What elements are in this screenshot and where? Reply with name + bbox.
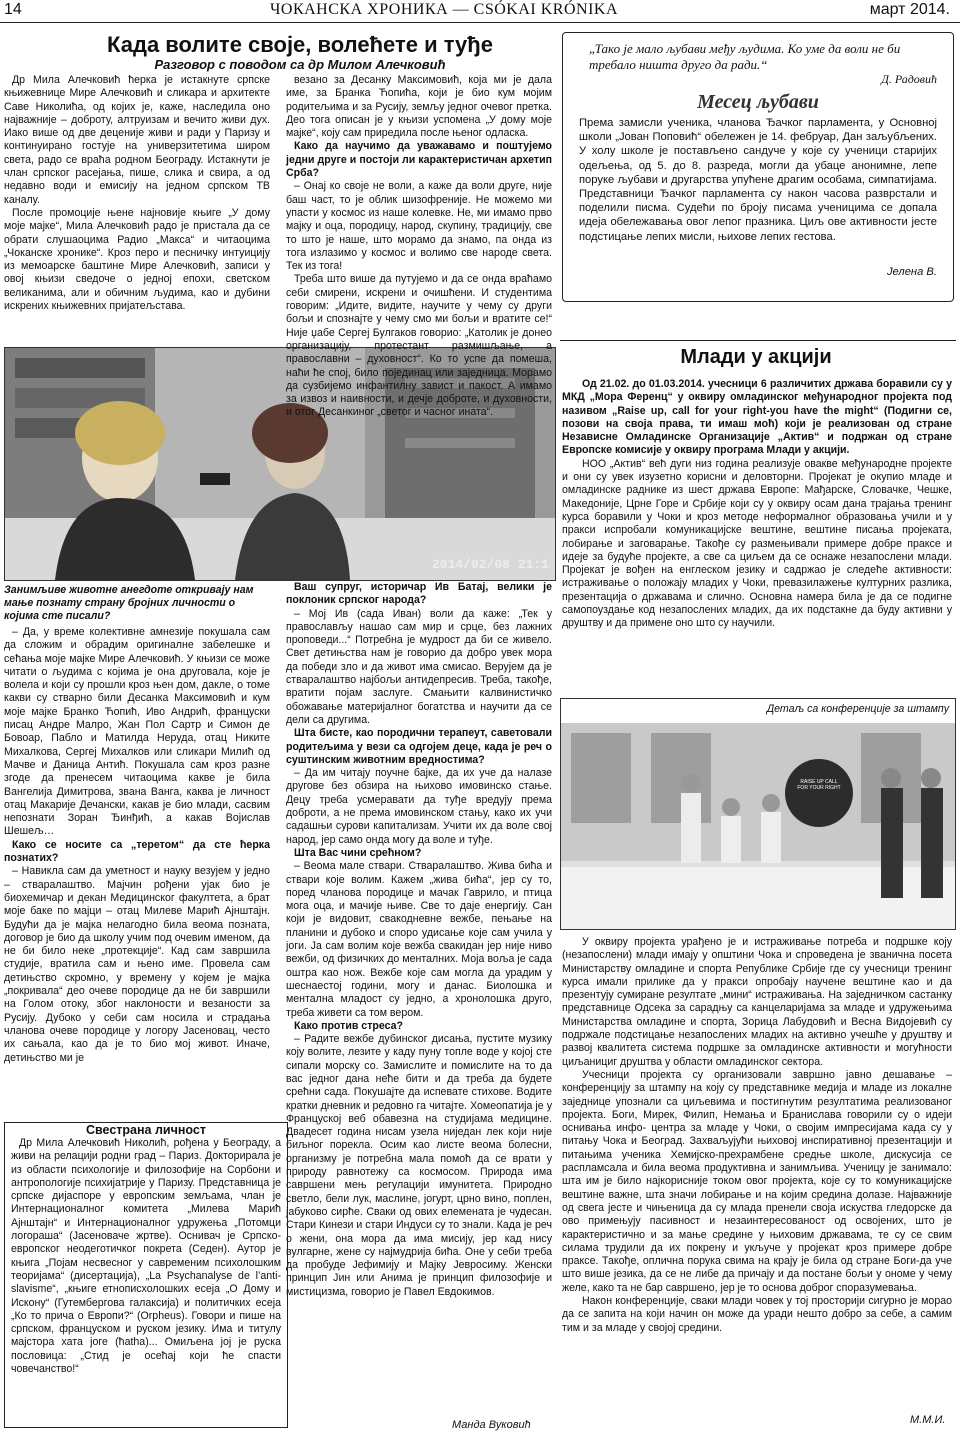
youth-paragraph: У оквиру пројекта урађено је и истраживање потреба и подршке коју (незапослени) млади имају у општини Чока и спроведена је званична посета Министарству омладине и спорта Републике Србије где су учесници тренинг курса имали прилике да у пракси опробају научене вештине као и да презентују сумиране резултате „мини“ истраживања. На заједничком састанку представнице Одсека за сарадњу са канцеларијама за младе и удружењима Министарства омладине и спорта, Зорица Лабудовић и Весна Видојевић су подржале подстицање незапослених младих на активно учешће у друштву и развој квалитета система подршке за омладинске активности и могућности циљанициг друштва у области омладинског сектора.	[562, 936, 952, 1068]
conference-illustration	[561, 723, 955, 929]
article-column-2-bottom	[286, 581, 552, 1416]
youth-article-title: Млади у акцији	[680, 346, 832, 368]
answer-paragraph: – Да, у време колективне амнезије покушала сам да сложим и обрадим оригиналне забелешке и сећања моје мајке Мире Алечковић. У књизи се може читати о људима с којима је она друговала, које је волела и који су прошли кроз њен дом, дакле, о томе какви су стварно били Десанка Максимовић и кум моје мајке Бранко Ћопић, Иво Андрић, француски писац Андре Малро, Жан Пол Сартр и Симон де Бовоар, Пабло и Матилда Неруда, отац Никите Михалкова, Сергеј Михалков или сликари Милић од Мачве и Даница Антић. Покушала сам кроз разне згоде да пренесем читаоцима какве је била Вангелија Димитрова, звана Ванга, каква је личност отац Макарије Дечански, какав је био млади, сасвим непознати Зоран Ђинђић, а какав Војислав Шешељ…	[4, 626, 270, 838]
question-paragraph: Шта Вас чини срећном?	[294, 846, 422, 859]
article-title: Када волите своје, волећете и туђе	[107, 32, 493, 57]
press-conference-photo	[560, 698, 956, 930]
question-paragraph: Како против стреса?	[294, 1019, 403, 1032]
youth-paragraph: НОО „Актив“ већ дуги низ година реализује овакве међународне пројекте и они су увек изузетно корисни и деловторни. Пројекат је окупио младе и омладинске раднике из шест држава Европе: Мађарске, Словачке, Чешке, Македоније, Црне Горе и Србије који су у оквиру осам дана трајања тренинг курса боравили у Чоки и кроз методе неформалног образовања учили и у пракси испробали комуникацијске вештине, вештине писања пројеката, лобирање и заговарање. Такође су размењивали примере добре праксе и идеје за будуће пројекте, а све са циљем да се оснаже незапослени млади. Пројекат је вођен на енглеском језику и садржао је следеће активности: истраживање о положају младих у Чоки, превазилажење културних разлика, презентација о државама и слично. Основна намера била је да се подигне самопоуздање код незапослених младих, да их подстакне да буду активни у друштву и да примене оно што су научили.	[562, 457, 952, 630]
article-subtitle: Разговор с поводом са др Милом Алечковић	[154, 57, 446, 72]
intro-paragraph: Др Мила Алечковић ћерка је истакнуте српске књижевнице Мире Алечковић и сликара и архитекте Саве Николића, од којих је, каже, наследила оно најважније – доброту, алтруизам и вечито живи дух. Иако више од две деценије живи и ради у Паризу и континуирано гостује на универзитетима широм света, радо се враћа родном Београду. Истакнути је члан српског расејања, пише, слика и свира, а од недавно води и емисију на једном српском ТВ каналу.	[4, 74, 270, 206]
intro-paragraph: После промоције њене најновије књиге „У дому моје мајке“, Мила Алечковић радо је пристала да се обрати слушаоцима Радио „Макса“ и читаоцима „Чоканске хронике“. Кроз перо и песничку интуицију из мемоарске баштине Мире Алечковић, записи у овој књизи сведоче о једној епохи, светском великанима, али и обичним људима, као и дубини искрених књижевних пријатељстава.	[4, 206, 270, 313]
issue-date: март 2014.	[869, 1, 950, 18]
question-paragraph: Ваш супруг, историчар Ив Батај, велики је поклоник српског народа?	[286, 581, 552, 607]
question-paragraph: Како се носите са „теретом“ да сте ћерка познатих?	[4, 838, 270, 865]
youth-paragraph: Учесници пројекта су организовали завршно јавно дешавање – конференцију за штампу на коју су представнике медија и младе из локалне заједнице упознали са циљевима и постигнутим резултатима реализованог пројекта. Боги, Мирек, Филип, Немања и Бранислава говорили су о идеји оснивања инфо- центра за младе у Чоки, о својим импресијама када су у питању Чока и Београд. Захваљујући њиховој инспиративној презентацији и питањима ученика Хемијско-прехрамбене средње школе, дискусија се распламсала и била веома продуктивна и занимљива. Ученицу је занимало: шта им је било најкорисније током овог пројекта, које су то комуникацијске вештине важне, шта значи лобирање и на којим средина долазе. Најважније од свега јесте и чињеница да су млада пренели своја искуства гледорске да ово примењују пасивност и незаинтересованост од освојених, штo је карактеристично и за мање средине у њиховим државама, те су се свим силама трудили да их покрену и укључе у пројекат кроз примере добре праксе. Такође, оплична порука свима на крају је била од стране Боги-да уче што више језика, да се не либе да причају и да постане бољи у ономе у чему желе, како та не бар савршено, јер је то основа доброг споразумевања.	[562, 1068, 952, 1294]
sidebox-body	[5, 1137, 287, 1422]
article-column-2-top	[286, 74, 552, 419]
article-author: Манда Вуковић	[452, 1419, 531, 1431]
answer-paragraph: – Веома мале ствари. Стваралаштво. Жива бића и ствари које волим. Кажем „жива бића“, јер су то, поред чланова породице и мачак Гаврило, и птица мога оца, и мачије њиве. Све то даје енергију. Сан који је видовит, свакодневне вежбе, пењање на планини и дубоко и споро удисање које сам учила у јоги. Ја сам волим које вежба свакидан јер није ниво вежби, од физичких до менталних. Моја воља је сада оштра као нож. Вежбе које сам могла да урадим у шеснаестој години, могу и данас. Биолошка и ментална младост су једно, а хронолошка друго, треба живети са том вером.	[286, 860, 552, 1019]
youth-lead: Од 21.02. до 01.03.2014. учесници 6 различитих држава боравили су у МКД „Мора Ференц“ у оквиру омладинског међународног пројекта под називом „Raise up, call for your right-you have the might“ (Подигни се, позови на своја права, ти имаш моћ) који је реализован од стране Независне Омладинске Организације „Актив“ и подржан од стране Европске комисије у оквиру програма Млади у акцији.	[562, 378, 952, 457]
answer-paragraph: – Навикла сам да уметност и науку везујем у једно – стваралаштво. Мајчин рођени ујак био је биохемичар и декан Медицинског факултета, а брат моје баке по мајци – отац Милеве Марић Ајнштајн. Будући да је мајка нелагодно била веома позната, договор је био да школу учим под очевим именом, да не би било неке „протекције“. Кад сам завршила студије, вратила сам и њено име. Провела сам детињство скромно, у времену у којем је мајка „покривала“ део очеве породице да не би завршили на Голом отоку, због наклоности и везаности за Русију. Дубоко у себи сам носила и страдања чланова очеве породице у логору Јасеновац, често их сањала, као да је то био мој живот. Иначе, детињство ми је	[4, 865, 270, 1064]
youth-signature: М.М.И.	[910, 1414, 946, 1426]
youth-paragraph: Након конференције, сваки млади човек у тој просторији сигурно је морао да се запита на који начин он може да уради нешто добро за себе, а самим тим и за младе у својој средини.	[562, 1295, 952, 1334]
youth-article-bottom	[562, 936, 952, 1410]
question-paragraph: Како да научимо да уважавамо и поштујемо једни друге и постоји ли карактеристичан архетип Срба?	[286, 140, 552, 180]
sidebox-title: Свестрана личност	[86, 1123, 206, 1137]
page-number: 14	[4, 1, 22, 18]
month-of-love-box	[562, 32, 954, 302]
month-of-love-title: Месец љубави	[697, 91, 819, 113]
photo-caption: Занимљиве животне анегдоте откривају нам мање познату страну бројних личности о којима сте писали?	[4, 584, 254, 622]
article-column-1	[4, 626, 270, 1120]
quote-author: Д. Радовић	[881, 72, 937, 86]
answer-paragraph: – Радите вежбе дубинског дисања, пустите музику коју волите, лезите у каду пуну топле воде у којој сте сипали морску со. Замислите и помислите на то да вас једног дана неће бити и да треба да будете срећни сада. Покушајте да испевате стихове. Водите кратки дневник и редовно га читајте. Хомеопатија је у Француској веб обавезна на студијама медицине. Двадесет година нисам узела ниједан лек који није биљног порекла. Осим као листе веома болесни, организму је потребна мала помоћ да се врати у природу равнотежу са космосом. Природа има савршени мењ регулацији имунитета. Природно светло, бели лук, маслине, јогурт, црно вино, поплен, јабуково сирће. Сваки од ових елемената је чудесан. Стари Кинези и стари Индуси су то знали. Када је реч о жени, она мора да има мисију, јер кад нису вулгарне, жене су најмудрија бића. Оне у себи треба да пробуде Јефимију и Мајку Јевросиму. Женски принцип Јин или Анима је принцип филозофије и мистицизма, говорио је Павел Евдокимов.	[286, 1033, 552, 1298]
answer-paragraph: – Мој Ив (сада Иван) воли да каже: „Тек у православљу нашао сам мир и срце, без лажних проповеди...“ Потребна је мудрост да би се живело. Свет детињства нам је говорио да добро увек мора да победи зло и да живот има смисао. Верујем да је стваралаштво најбољи антидепресив. Треба, такође, вратити појам заслуге. Смањити калвинистичко обожавање материјалног богатства и научити да се дели са другима.	[286, 607, 552, 726]
photo-caption: Детаљ са конференције за штампу	[766, 703, 949, 715]
sidebox-text: Др Мила Алечковић Николић, рођена у Београду, а живи на релацији родни град – Париз. Докторирала је из области психологије и филозофије на Сорбони и антропологије психијатрије у Паризу. Представница је српске дијаспоре у европским земљама, члан је Интернационалног комитета „Милева Марић Ајнштајн“ и Интернационалног удружења „Потомци логораша“ (Јасеноваче жртве). Оснивач је Српско-европског неодеготичког покрета (Седен). Аутор је књига „Појам несвесног у савременим психолошким теоријама“ (дисертација), „La Psychanalyse de l’anti-slavisme“, „књиге етнописхолошких есеја „О Дому и Искону“ (Гутембергова галаксија) и политичких есеја „Ко то прича о Европи?“ (Orpheus). Говори и пише на српском, француском и руском језику. Има и титулу мајстора хата јоге (ћatha)... Омиљена јој је руска пословица: „Стид је осећај који ће спасти човечанство!“	[11, 1137, 281, 1376]
answer-paragraph: – Да им читају поучне бајке, да их уче да налазе другове без обзира на њихово имовинско стање. Децу треба усмеравати да туђе вредују према доброти, а не према имовинском стању, како их учи садашњи сурови капитализам. Учити их да воле свој народ, јер само онда могу да воле и туђе.	[286, 767, 552, 846]
page-header	[0, 0, 960, 23]
biography-sidebox	[4, 1122, 288, 1428]
question-paragraph: Шта бисте, као породични терапеут, саветовали родитељима у вези са одгојем деце, када је реч о суштинским животним вредностима?	[286, 727, 552, 766]
photo-timestamp: 2014/02/08 21:1	[431, 557, 549, 572]
month-of-love-signature: Јелена В.	[886, 266, 937, 278]
masthead: ЧОКАНСКА ХРОНИКА — CSÓKAI KRÓNIKA	[270, 1, 619, 18]
article-intro	[4, 74, 270, 344]
youth-article-top	[562, 378, 952, 678]
month-of-love-text: Према замисли ученика, чланова Ђачког парламента, у Основној школи „Јован Поповић“ обележен је 14. фебруар, Дан заљубљених. У холу школе је постављено сандуче у које су ученици старијих одељења, од 5. до 8. разреда, могли да убаце анонимне, лепе поруке љубави и другарства упућене драгим особама, симпатијама. Представници Ђачког парламента су након часова разврстали и поделили писма. Судећи по броју писама ученицима се допала идеја обележавања овог лепог празника. Циљ ове активности јесте подстицање лепих мисли, њихове лепих гестова.	[579, 117, 937, 243]
question-caption-box	[4, 584, 270, 624]
section-divider	[560, 340, 956, 341]
quote-text: „Тако је мало љубави међу људима. Ко уме да воли не би требало ништа друго да ради.“	[589, 41, 901, 72]
poster-text: RAISE UP CALL FOR YOUR RIGHT	[797, 779, 841, 791]
answer-paragraph: везано за Десанку Максимовић, која ми је дала име, за Бранка Ћопића, који је био кум мојим родитељима и за Русију, земљу једног очевог претка. Део тога описан је у књизи успомена „У дому моје мајке“, коју сам приредила после њеног одласка.	[286, 74, 552, 140]
answer-paragraph: Треба што више да путујемо и да се онда враћамо себи смирени, искрени и очишћени. И студентима говорим: „Идите, видите, научите у чему су други бољи и спознајте у чему смо ми бољи и вратите се!“ Није џабе Сергеј Булгаков говорио: „Католик је донео организацију, протестант размишљање, а православни – духовност“. Ко то успе да помеша, наћи ће спој, било појединац или заједница. Морамо да сузбијемо инфантилну завист и пакост. А имамо за извоз и наивности, и дечје доброте, и духовности, и отог Десанкиног „светог и часног ината“.	[286, 273, 552, 419]
answer-paragraph: – Онај ко своје не воли, а каже да воли друге, није баш част, то је облик шизофреније. Не можемо ми упасти у космос из наше колевке. Не, ми имамо прво мајку и оца, породицу, народ, скупину, традицију, све то што је наше, што морамо да знамо, па онда из тога излазимо у космос и волимо све народе света. Тек из тога!	[286, 180, 552, 273]
